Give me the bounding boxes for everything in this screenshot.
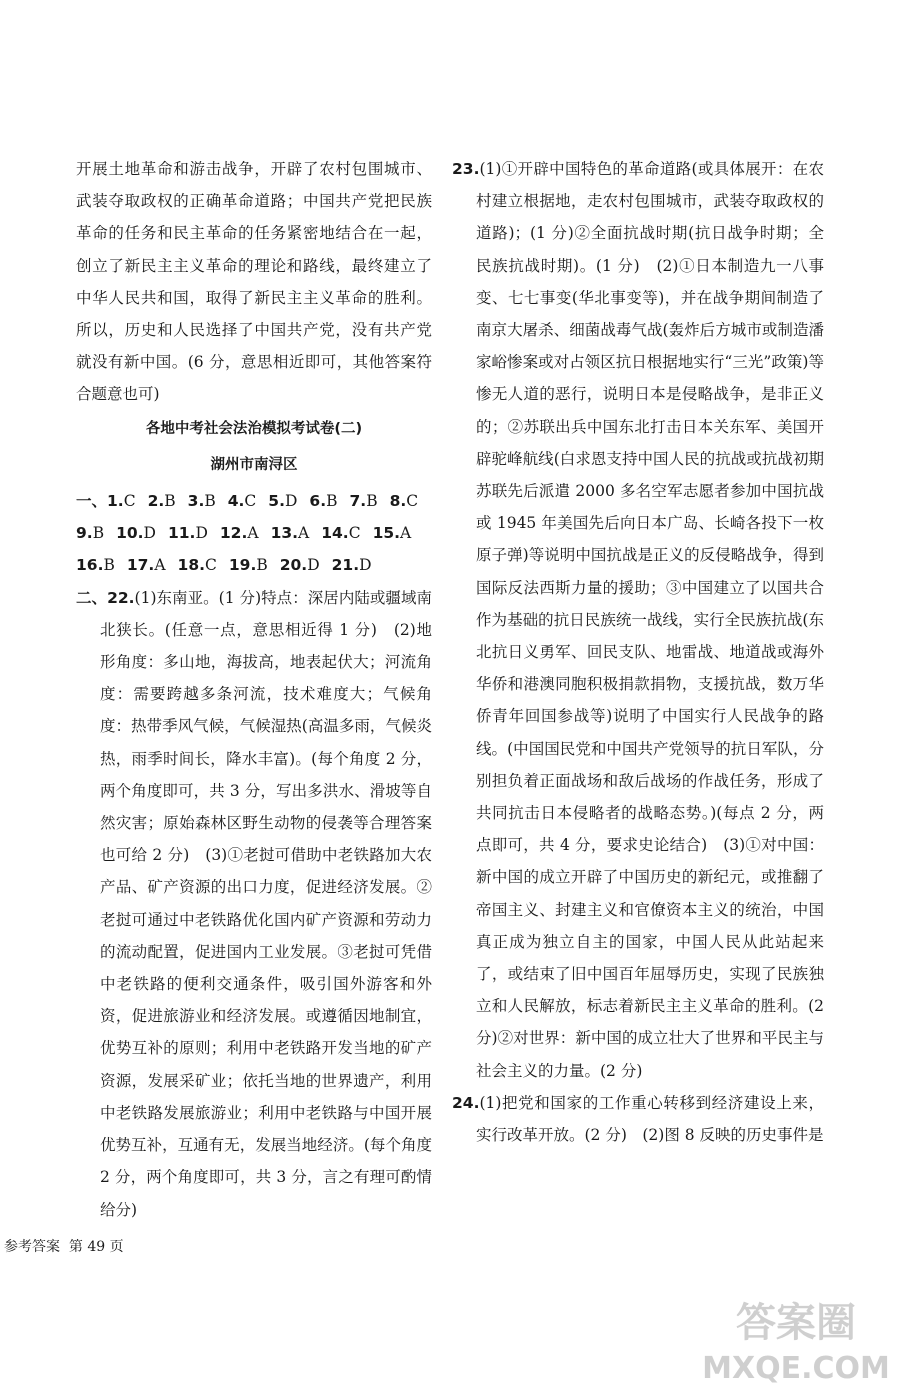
q-num: 13.: [270, 524, 299, 543]
q-answer: C: [205, 556, 217, 575]
q-answer: A: [247, 524, 259, 543]
q-answer: A: [154, 556, 166, 575]
q-num: 3.: [187, 492, 205, 511]
left-column: [76, 153, 432, 1226]
q-num: 20.: [279, 556, 308, 575]
q-num: 6.: [309, 492, 327, 511]
q-answer: C: [123, 492, 136, 511]
q-num: 8.: [389, 492, 407, 511]
q-num: 21.: [331, 556, 360, 575]
q-num: 5.: [268, 492, 285, 511]
q-answer: B: [164, 492, 176, 511]
q-num: 18.: [177, 556, 205, 575]
right-column: [452, 153, 824, 1151]
mcq-row-3: [76, 549, 432, 581]
q-answer: B: [326, 492, 338, 511]
q-answer: D: [143, 524, 156, 543]
district-heading: 湖州市南浔区: [210, 456, 298, 473]
q-num: 9.: [76, 524, 93, 543]
q22-text: (1)东南亚。(1 分)特点：深居内陆或疆域南北狭长。(任意一点，意思相近得 1 分) (2)地形角度：多山地，海拔高，地表起伏大；河流角度：需要跨越多条河流，技术难度大；气候角度：热带季风气候，气候湿热(高温多雨，气候炎热，雨季时间长，降水丰富)。(每个角度 2 分，两个角度即可，共 3 分，写出多洪水、滑坡等自然灾害；原始森林区野生动物的侵袭等合理答案也可给 2 分) (3)①老挝可借助中老铁路加大农产品、矿产资源的出口力度，促进经济发展。②老挝可通过中老铁路优化国内矿产资源和劳动力的流动配置，促进国内工业发展。③老挝可凭借中老铁路的便利交通条件，吸引国外游客和外资，促进旅游业和经济发展。或遵循因地制宜，优势互补的原则；利用中老铁路开发当地的矿产资源，发展采矿业；依托当地的世界遗产，利用中老铁路发展旅游业；利用中老铁路与中国开展优势互补，互通有无，发展当地经济。(每个角度 2 分，两个角度即可，共 3 分，言之有理可酌情给分): [100, 588, 432, 1219]
q23-answer: [452, 153, 824, 1087]
q-answer: A: [400, 524, 412, 543]
q24-label: 24.: [452, 1093, 480, 1112]
q-num: 10.: [116, 524, 144, 543]
q-num: 15.: [372, 524, 401, 543]
page-footer: [4, 1236, 124, 1256]
q-answer: A: [298, 524, 310, 543]
mcq-row-2: [76, 517, 432, 549]
q-num: 17.: [126, 556, 155, 575]
q-num: 16.: [76, 556, 104, 575]
exam-title: 各地中考社会法治模拟考试卷(二): [145, 420, 363, 437]
q-answer: B: [103, 556, 115, 575]
q22-label: 二、22.: [76, 588, 135, 607]
q22-answer: [76, 582, 432, 1226]
q-answer: D: [307, 556, 320, 575]
watermark-line2: MXQE.COM: [702, 1351, 890, 1386]
q24-text: (1)把党和国家的工作重心转移到经济建设上来，实行改革开放。(2 分) (2)图 8 反映的历史事件是: [476, 1093, 824, 1145]
q23-text: (1)①开辟中国特色的革命道路(或具体展开：在农村建立根据地，走农村包围城市，武装夺取政权的道路)；(1 分)②全面抗战时期(抗日战争时期；全民族抗战时期)。(1 分) (2)①日本制造九一八事变、七七事变(华北事变等)，并在战争期间制造了南京大屠杀、细菌战毒气战(轰炸后方城市或制造潘家峪惨案或对占领区抗日根据地实行“三光”政策)等惨无人道的恶行，说明日本是侵略战争，是非正义的；②苏联出兵中国东北打击日本关东军、美国开辟驼峰航线(白求恩支持中国人民的抗战或抗战初期苏联先后派遣 2000 多名空军志愿者参加中国抗战或 1945 年美国先后向日本广岛、长崎各投下一枚原子弹)等说明中国抗战是正义的反侵略战争，得到国际反法西斯力量的援助；③中国建立了以国共合作为基础的抗日民族统一战线，实行全民族抗战(东北抗日义勇军、回民支队、地雷战、地道战或海外华侨和港澳同胞积极捐款捐物，支援抗战，数万华侨青年回国参战等)说明了中国实行人民战争的路线。(中国国民党和中国共产党领导的抗日军队，分别担负着正面战场和敌后战场的作战任务，形成了共同抗击日本侵略者的战略态势。)(每点 2 分，两点即可，共 4 分，要求史论结合) (3)①对中国：新中国的成立开辟了中国历史的新纪元，或推翻了帝国主义、封建主义和官僚资本主义的统治，中国真正成为独立自主的国家，中国人民从此站起来了，或结束了旧中国百年屈辱历史，实现了民族独立和人民解放，标志着新民主主义革命的胜利。(2 分)②对世界：新中国的成立壮大了世界和平民主与社会主义的力量。(2 分): [476, 160, 824, 1080]
q24-answer: [452, 1087, 824, 1151]
q-answer: C: [406, 492, 419, 511]
section-one-answers: [76, 485, 432, 582]
watermark-logo: [698, 1290, 894, 1386]
page-number: 第 49 页: [68, 1239, 124, 1255]
q23-label: 23.: [452, 160, 480, 178]
q-num: 2.: [147, 492, 165, 511]
q-num: 14.: [321, 524, 349, 543]
q-answer: C: [348, 524, 361, 543]
q-answer: D: [284, 492, 298, 511]
mcq-row-1: [76, 485, 432, 517]
q-num: 4.: [227, 492, 245, 511]
watermark-line1: 答案圈: [736, 1300, 856, 1346]
footer-label: 参考答案: [4, 1239, 60, 1255]
q21-answer-continuation: 开展土地革命和游击战争，开辟了农村包围城市、武装夺取政权的正确革命道路；中国共产党把民族革命的任务和民主革命的任务紧密地结合在一起，创立了新民主主义革命的理论和路线，最终建立了中华人民共和国，取得了新民主主义革命的胜利。所以，历史和人民选择了中国共产党，没有共产党就没有新中国。(6 分，意思相近即可，其他答案符合题意也可): [76, 160, 432, 404]
q-answer: B: [256, 556, 268, 575]
section-one-label: 一、: [76, 492, 108, 511]
q-answer: B: [366, 492, 378, 511]
q-num: 19.: [228, 556, 257, 575]
q-num: 7.: [349, 492, 367, 511]
q-answer: B: [204, 492, 216, 511]
q-answer: D: [195, 524, 208, 543]
q-num: 12.: [219, 524, 248, 543]
q-answer: C: [244, 492, 257, 511]
q-answer: B: [92, 524, 105, 543]
q-num: 11.: [167, 524, 196, 543]
q-answer: D: [359, 556, 372, 575]
q-num: 1.: [107, 492, 124, 511]
